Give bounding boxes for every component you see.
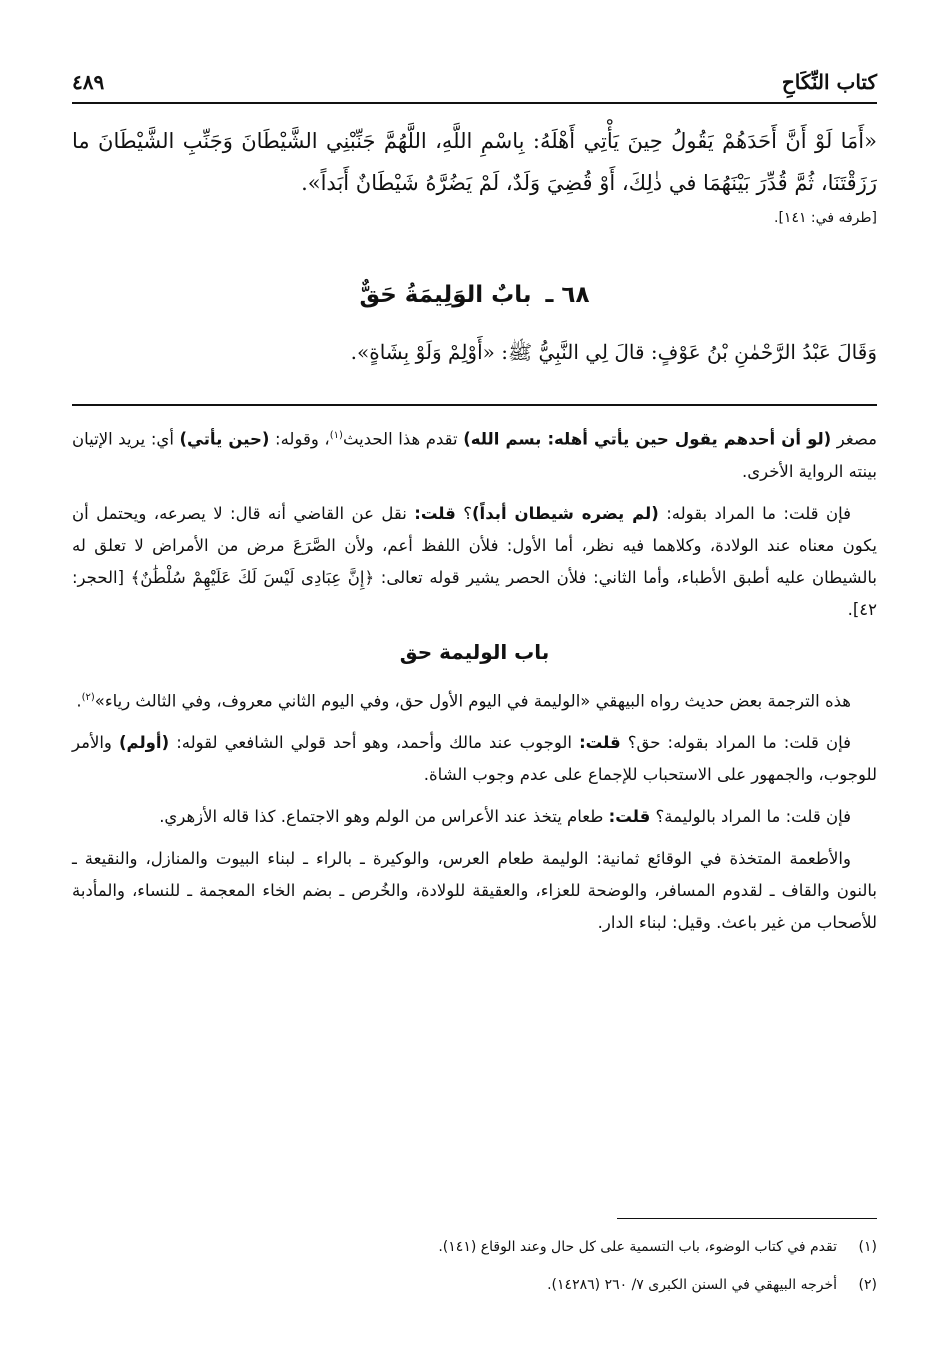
section-divider: [72, 404, 877, 406]
page-header: [72, 66, 877, 104]
qult-label: قلت:: [414, 503, 456, 523]
quoted-phrase: (حين يأتي): [179, 429, 270, 449]
chapter-title: بابٌ الوَلِيمَةُ حَقٌّ: [359, 282, 532, 308]
commentary-paragraph: [72, 843, 877, 939]
text-span: طعام يتخذ عند الأعراس من الولم وهو الاجتماع. كذا قاله الأزهري.: [159, 807, 609, 826]
footnote-text: تقدم في كتاب الوضوء، باب التسمية على كل حال وعند الوقاع (١٤١).: [438, 1239, 837, 1255]
footnote-text: أخرجه البيهقي في السنن الكبرى ٧/ ٢٦٠ (١٤٢٨٦).: [547, 1277, 837, 1293]
text-span: أي: يريد الإتيان بينته الرواية الأخرى.: [72, 429, 877, 481]
taraf-reference: [طرفه في: ١٤١].: [774, 210, 877, 226]
text-span: نقل عن القاضي أنه قال: لا يصرعه، ويحتمل أن يكون معناه عند الولادة، وكلاهما فيه نظر، أما الأول: فلأن اللفظ أعم، ولأن الصَّرَعَ مرض من الأمراض لا تعلق له بالشيطان عليه أطبق الأطباء، وأما الثاني: فلأن الحصر يشير قوله تعالى: ﴿إِنَّ عِبَادِى لَيْسَ لَكَ عَلَيْهِمْ سُلْطَٰنٌ﴾ [الحجر: ٤٢].: [72, 503, 877, 619]
text-span: مصغر: [831, 429, 878, 449]
quoted-phrase: (أولم): [119, 733, 170, 752]
footnote-number: (١): [858, 1239, 877, 1255]
chapter-narration: وَقَالَ عَبْدُ الرَّحْمٰنِ بْنُ عَوْفٍ: قالَ لِي النَّبِيُّ ﷺ: «أَوْلِمْ وَلَوْ بِشَاةٍ».: [350, 340, 877, 364]
text-span: ، وقوله:: [269, 429, 330, 449]
quoted-phrase: (لو أن أحدهم يقول حين يأتي أهله: بسم الله): [463, 429, 832, 449]
text-span: .: [76, 691, 82, 710]
chapter-heading: [72, 282, 877, 308]
text-span: تقدم هذا الحديث: [342, 429, 464, 449]
text-span: هذه الترجمة بعض حديث رواه البيهقي «الوليمة في اليوم الأول حق، وفي اليوم الثاني معروف، وفي الثالث رياء»: [94, 691, 851, 710]
text-span: والأطعمة المتخذة في الوقائع ثمانية: الوليمة طعام العرس، والوكيرة ـ بالراء ـ لبناء البيوت والمنازل، والنقيعة ـ بالنون والقاف ـ لقدوم المسافر، والوضحة للعزاء، والعقيقة للولادة، والخُرص ـ بضم الخاء المعجمة ـ للنساء، والمأدبة للأصحاب من غير باعث. وقيل: لبناء الدار.: [72, 849, 877, 932]
commentary-paragraph: [72, 498, 877, 626]
chapter-number: ٦٨ ـ: [545, 282, 590, 308]
footnote-number: (٢): [858, 1277, 877, 1293]
text-span: فإن قلت: ما المراد بقوله:: [658, 503, 851, 523]
quoted-phrase: (لم يضره شيطان أبداً): [472, 503, 659, 523]
text-span: فإن قلت: ما المراد بالوليمة؟: [650, 807, 851, 826]
footnote: [72, 1228, 877, 1266]
commentary-paragraph: [72, 420, 877, 488]
text-span: والأمر للوجوب، والجمهور على الاستحباب للإجماع على عدم وجوب الشاة.: [72, 733, 877, 784]
section-title: باب الوليمة حق: [399, 639, 550, 664]
footnote: [72, 1266, 877, 1304]
qult-label: قلت:: [608, 807, 651, 826]
text-span: فإن قلت: ما المراد بقوله: حق؟: [620, 733, 851, 752]
footnotes: [72, 1228, 877, 1304]
hadith-text: «أَمَا لَوْ أَنَّ أَحَدَهُمْ يَقُولُ حِينَ يَأْتِي أَهْلَهُ: بِاسْمِ اللَّهِ، اللَّهُمَّ جَنِّبْنِي الشَّيْطَانَ وَجَنِّبِ الشَّيْطَانَ ما رَزَقْتَنَا، ثُمَّ قُدِّرَ بَيْنَهُمَا في ذٰلِكَ، أَوْ قُضِيَ وَلَدٌ، لَمْ يَضُرَّهُ شَيْطَانٌ أَبَداً».: [72, 129, 877, 195]
book-title: كتاب النِّكَاحِ: [781, 70, 877, 94]
qult-label: قلت:: [579, 733, 621, 752]
book-page: [72, 0, 877, 1361]
footnote-marker[interactable]: (١): [329, 430, 343, 441]
page-number: ٤٨٩: [72, 70, 105, 94]
commentary-paragraph: [72, 801, 877, 833]
commentary-paragraph: [72, 682, 877, 718]
text-span: ؟: [455, 503, 473, 523]
text-span: الوجوب عند مالك وأحمد، وهو أحد قولي الشافعي لقوله:: [169, 733, 580, 752]
commentary: [72, 420, 877, 949]
footnote-marker[interactable]: (٢): [81, 691, 95, 703]
commentary-paragraph: [72, 727, 877, 791]
footnote-separator: [617, 1218, 877, 1219]
